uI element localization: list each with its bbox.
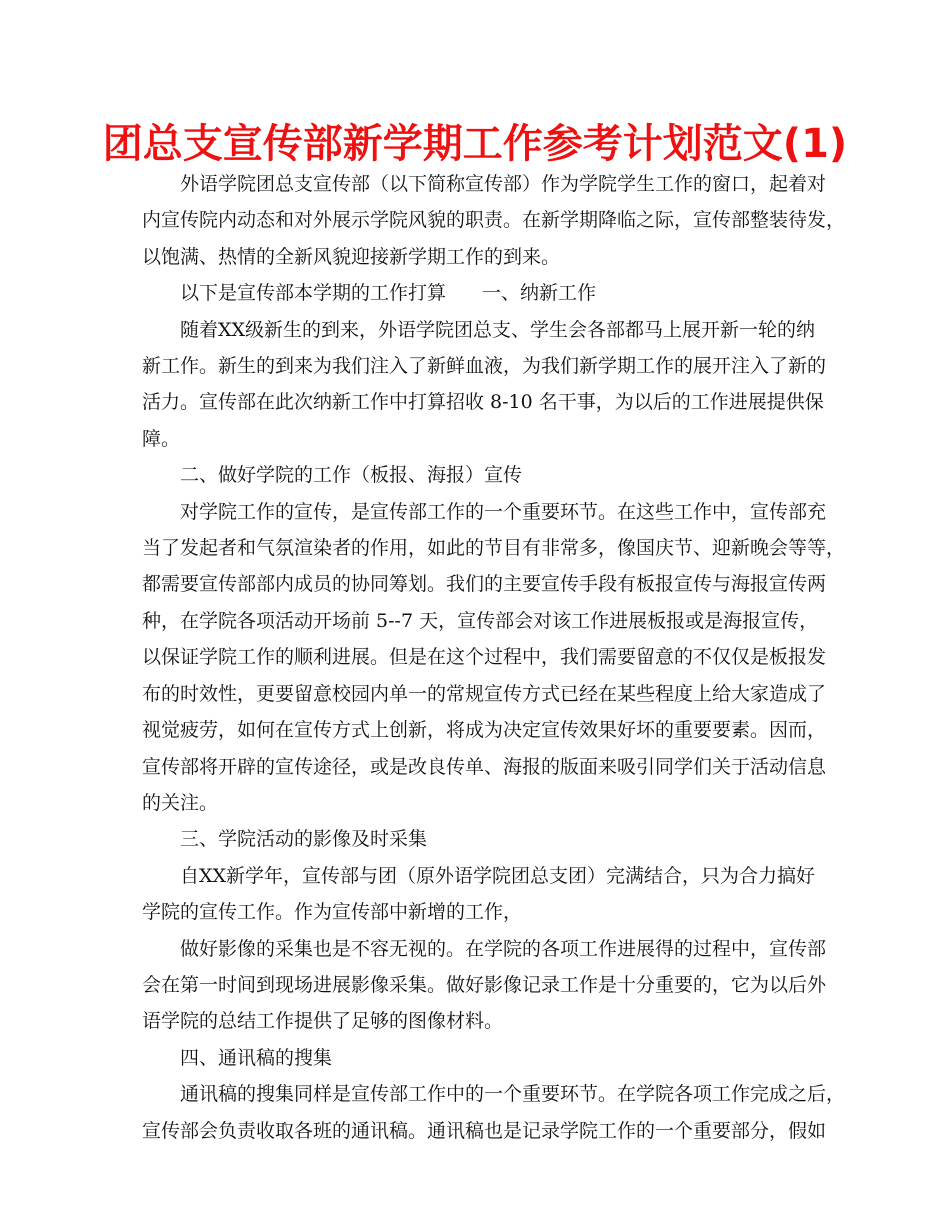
text-line: 障。 xyxy=(142,427,181,450)
section-heading-4 xyxy=(142,1040,822,1076)
plan-intro-text: 以下是宣传部本学期的工作打算 xyxy=(180,282,447,305)
text-line xyxy=(142,275,822,311)
text-line: 布的时效性，更要留意校园内单一的常规宣传方式已经在某些程度上给大家造成了 xyxy=(142,682,827,705)
paragraph-plan-heading xyxy=(142,275,822,311)
text-line: 当了发起者和气氛渲染者的作用，如此的节目有非常多，像国庆节、迎新晚会等等， xyxy=(142,537,846,560)
text-line: 会在第一时间到现场进展影像采集。做好影像记录工作是十分重要的，它为以后外 xyxy=(142,973,827,996)
text-line: 宣传部会负责收取各班的通讯稿。通讯稿也是记录学院工作的一个重要部分，假如 xyxy=(142,1119,827,1142)
text-line: 二、做好学院的工作（板报、海报）宣传 xyxy=(180,464,523,487)
text-line: 对学院工作的宣传，是宣传部工作的一个重要环节。在这些工作中，宣传部充 xyxy=(180,500,827,523)
text-line: 三、学院活动的影像及时采集 xyxy=(180,828,428,851)
text-line: 外语学院团总支宣传部（以下简称宣传部）作为学院学生工作的窗口，起着对 xyxy=(180,173,827,195)
paragraph-news-articles xyxy=(142,1076,846,1149)
paragraph-merger xyxy=(142,858,822,931)
text-line: 都需要宣传部部内成员的协同筹划。我们的主要宣传手段有板报宣传与海报宣传两 xyxy=(142,573,827,596)
text-line: 视觉疲劳，如何在宣传方式上创新，将成为决定宣传效果好坏的重要要素。因而， xyxy=(142,719,827,742)
document-title: 团总支宣传部新学期工作参考计划范文(1) xyxy=(102,121,848,167)
text-line: 新工作。新生的到来为我们注入了新鲜血液，为我们新学期工作的展开注入了新的 xyxy=(142,355,827,378)
text-line: 学院的宣传工作。作为宣传部中新增的工作， xyxy=(142,901,523,924)
text-line: 以饱满、热情的全新风貌迎接新学期工作的到来。 xyxy=(142,245,561,268)
section-heading-3 xyxy=(142,821,822,857)
section-heading-1: 一、纳新工作 xyxy=(482,282,597,305)
text-line: 做好影像的采集也是不容无视的。在学院的各项工作进展得的过程中，宣传部 xyxy=(180,937,827,960)
text-line: 的关注。 xyxy=(142,791,219,814)
text-line: 宣传部将开辟的宣传途径，或是改良传单、海报的版面来吸引同学们关于活动信息 xyxy=(142,755,827,778)
text-line: 活力。宣传部在此次纳新工作中打算招收 8-10 名干事，为以后的工作进展提供保 xyxy=(142,391,824,414)
text-line: 四、通讯稿的搜集 xyxy=(180,1046,333,1069)
paragraph-publicity xyxy=(142,494,846,822)
text-line: 自XX新学年，宣传部与团（原外语学院团总支团）完满结合，只为合力搞好 xyxy=(180,864,816,887)
section-heading-2 xyxy=(142,457,822,493)
paragraph-recruitment xyxy=(142,312,827,458)
text-line: 以保证学院工作的顺利进展。但是在这个过程中，我们需要留意的不仅仅是板报发 xyxy=(142,646,827,669)
text-line: 随着XX级新生的到来，外语学院团总支、学生会各部都马上展开新一轮的纳 xyxy=(180,318,816,341)
document-body xyxy=(142,166,846,1149)
text-line: 内宣传院内动态和对外展示学院风貌的职责。在新学期降临之际，宣传部整装待发， xyxy=(142,209,846,232)
paragraph-intro xyxy=(142,166,846,275)
text-line: 种，在学院各项活动开场前 5--7 天，宣传部会对该工作进展板报或是海报宣传， xyxy=(142,609,819,632)
text-line: 通讯稿的搜集同样是宣传部工作中的一个重要环节。在学院各项工作完成之后， xyxy=(180,1083,846,1106)
text-line: 语学院的总结工作提供了足够的图像材料。 xyxy=(142,1010,504,1033)
paragraph-imaging xyxy=(142,931,827,1040)
